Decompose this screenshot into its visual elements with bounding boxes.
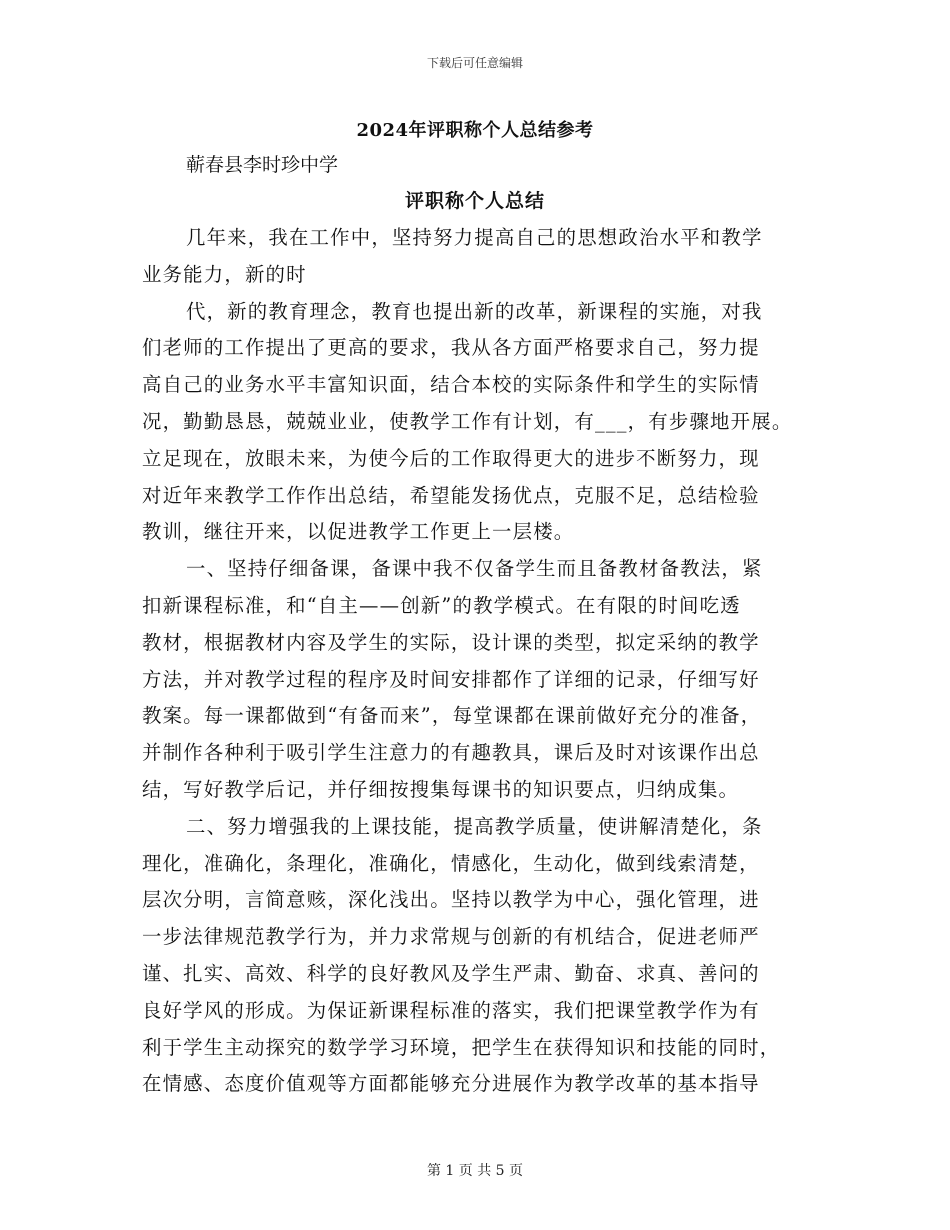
body-line: 况，勤勤恳恳，兢兢业业，使教学工作有计划，有___，有步骤地开展。 (142, 409, 793, 433)
body-line: 方法，并对教学过程的程序及时间安排都作了详细的记录，仔细写好 (142, 667, 760, 691)
body-line: 教案。每一课都做到“有备而来”，每堂课都在课前做好充分的准备， (142, 704, 762, 728)
body-line: 一步法律规范教学行为，并力求常规与创新的有机结合，促进老师严 (142, 925, 760, 949)
body-text (142, 220, 822, 1103)
body-line: 谨、扎实、高效、科学的良好教风及学生严肃、勤奋、求真、善问的 (142, 961, 760, 985)
body-line: 在情感、态度价值观等方面都能够充分进展作为教学改革的基本指导 (142, 1072, 760, 1096)
body-line: 们老师的工作提出了更高的要求，我从各方面严格要求自己，努力提 (142, 336, 760, 360)
document-title: 2024年评职称个人总结参考 (356, 120, 594, 141)
page-footer: 第 1 页 共 5 页 (426, 1163, 524, 1179)
section-title: 评职称个人总结 (404, 190, 545, 212)
body-line: 代，新的教育理念，教育也提出新的改革，新课程的实施，对我 (186, 299, 763, 323)
body-line: 利于学生主动探究的数学学习环境，把学生在获得知识和技能的同时， (142, 1035, 781, 1059)
body-line: 理化，准确化，条理化，准确化，情感化，生动化，做到线索清楚， (142, 851, 760, 875)
body-line: 结，写好教学后记，并仔细按搜集每课书的知识要点，归纳成集。 (142, 777, 740, 801)
body-line: 业务能力，新的时 (142, 262, 307, 286)
body-line: 立足现在，放眼未来，为使今后的工作取得更大的进步不断努力，现 (142, 446, 760, 470)
header-note: 下载后可任意编辑 (426, 56, 523, 70)
body-line: 教训，继往开来，以促进教学工作更上一层楼。 (142, 520, 575, 544)
body-line: 对近年来教学工作作出总结，希望能发扬优点，克服不足，总结检验 (142, 483, 760, 507)
author-school: 蕲春县李时珍中学 (186, 154, 339, 176)
body-line: 几年来，我在工作中，坚持努力提高自己的思想政治水平和教学 (186, 226, 763, 249)
body-line: 层次分明，言简意赅，深化浅出。坚持以教学为中心，强化管理，进 (142, 888, 760, 912)
body-line: 良好学风的形成。为保证新课程标准的落实，我们把课堂教学作为有 (142, 998, 760, 1022)
body-line: 一、坚持仔细备课，备课中我不仅备学生而且备教材备教法，紧 (186, 557, 763, 581)
body-line: 并制作各种利于吸引学生注意力的有趣教具，课后及时对该课作出总 (142, 741, 760, 765)
body-line: 教材，根据教材内容及学生的实际，设计课的类型，拟定采纳的教学 (142, 630, 760, 654)
body-line: 二、努力增强我的上课技能，提高教学质量，使讲解清楚化，条 (186, 814, 763, 838)
body-line: 高自己的业务水平丰富知识面，结合本校的实际条件和学生的实际情 (142, 373, 760, 397)
body-line: 扣新课程标准，和“自主——创新”的教学模式。在有限的时间吃透 (142, 593, 741, 617)
